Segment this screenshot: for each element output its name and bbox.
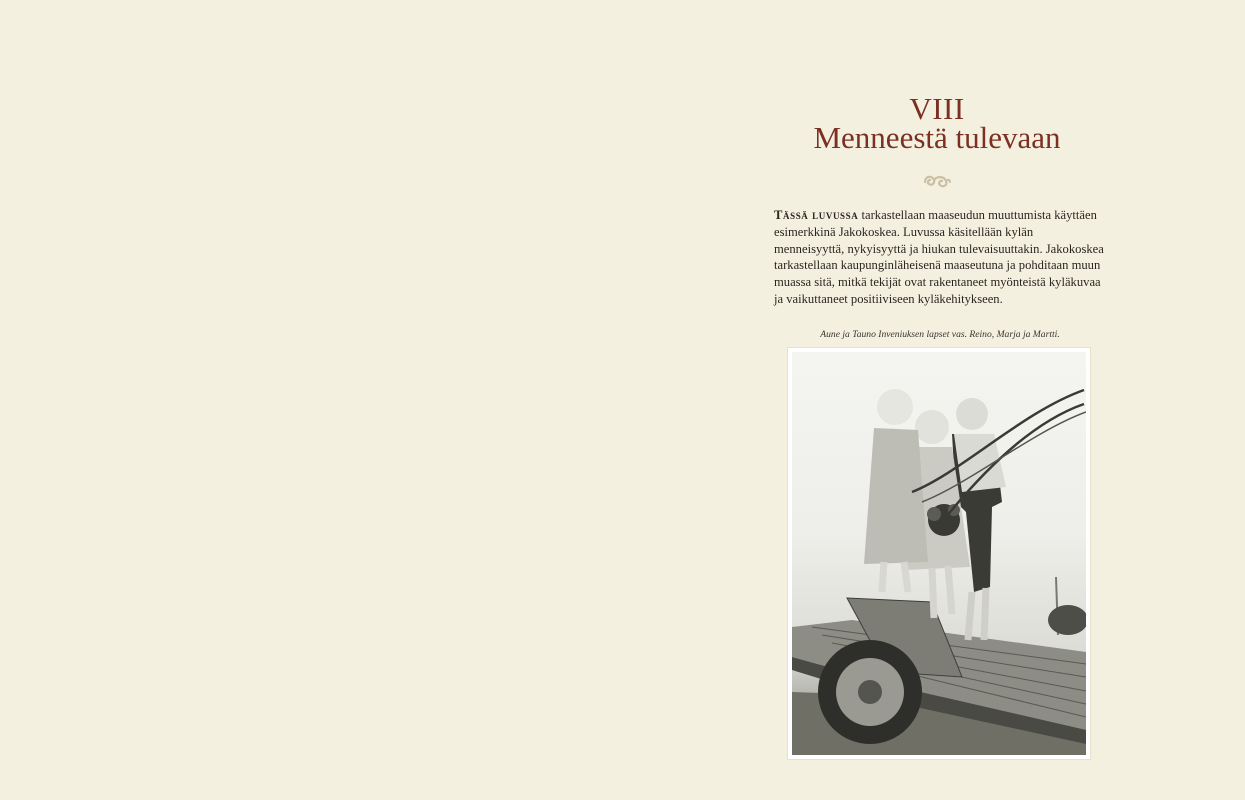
photo-children-on-hay-wagon — [792, 352, 1086, 755]
right-page — [622, 0, 1245, 800]
chapter-intro — [774, 207, 1106, 308]
intro-lead-words: Tässä luvussa — [774, 208, 859, 222]
photo-illustration — [792, 352, 1086, 755]
intro-body-text: tarkastellaan maaseudun muuttumista käyttäen esimerkkinä Jakokoskea. Luvussa käsitellään kylän menneisyyttä, nykyisyyttä ja hiukan tulevaisuuttakin. Jakokoskea tarkastellaan kaupunginläheisenä maaseutuna ja pohditaan muun muassa sitä, mitkä tekijät ovat rakentaneet myönteistä kyläkuvaa ja vaikuttaneet positiiviseen kyläkehitykseen. — [774, 208, 1104, 306]
photo-caption: Aune ja Tauno Inveniuksen lapset vas. Reino, Marja ja Martti. — [820, 329, 1060, 340]
fleuron-ornament-icon — [922, 172, 952, 190]
chapter-number: VIII — [909, 91, 965, 126]
chapter-title: Menneestä tulevaan — [813, 120, 1061, 155]
left-page-blank — [0, 0, 620, 800]
photo-frame — [788, 348, 1090, 759]
